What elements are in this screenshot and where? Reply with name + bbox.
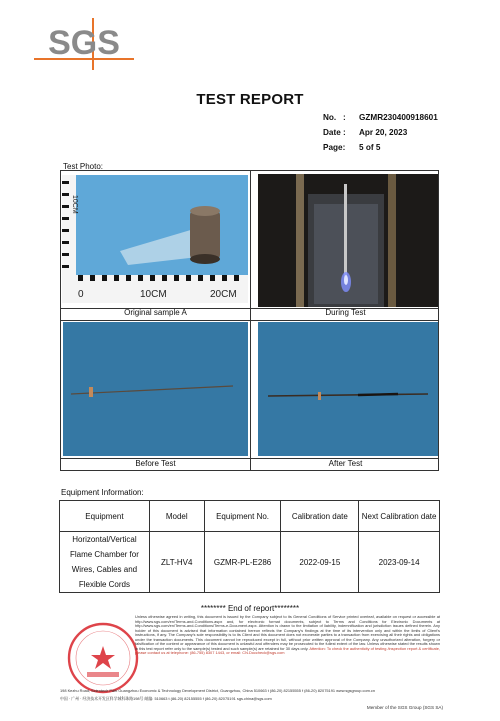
test-photo-label: Test Photo: bbox=[63, 162, 104, 171]
equipment-table bbox=[59, 500, 440, 593]
header-equipment-no: Equipment No. bbox=[204, 501, 281, 532]
table-row bbox=[60, 532, 440, 593]
sgs-logo bbox=[34, 18, 134, 70]
authenticity-notice: Attention: To check the authenticity of testing /inspection report & certificate, please contact us at telephone: (86-755) 8307 1443, or email: CN.Doccheck@sgs.com bbox=[135, 645, 440, 655]
company-seal bbox=[65, 620, 141, 696]
photo-before-test bbox=[63, 322, 248, 456]
report-date: Apr 20, 2023 bbox=[359, 128, 408, 137]
cell-equipment: Horizontal/Vertical Flame Chamber for Wires, Cables and Flexible Cords bbox=[60, 532, 150, 593]
end-of-report: ******** End of report******** bbox=[200, 604, 300, 613]
ruler-label-0: 0 bbox=[78, 289, 84, 300]
address-english: 198 Kezhu Road, Scientech Park Guangzhou Economic & Technology Development District, Guangzhou, China 510663 t (86-20) 82155555 f (86-20) 82075191 www.sgsgroup.com.cn bbox=[60, 688, 376, 693]
header-model: Model bbox=[149, 501, 204, 532]
ruler-label-10: 10CM bbox=[140, 289, 167, 300]
caption-original-sample: Original sample A bbox=[124, 308, 187, 317]
equipment-info-label: Equipment Information: bbox=[61, 488, 144, 497]
header-next-calibration-date: Next Calibration date bbox=[359, 501, 440, 532]
cell-equipment-no: GZMR-PL-E286 bbox=[204, 532, 281, 593]
cell-model: ZLT-HV4 bbox=[149, 532, 204, 593]
address-chinese: 中国 · 广州 · 经济技术开发区科学城科珠路198号 邮编: 510663 t (86-20) 82155555 f (86-20) 82075191 sgs.china@sgs.com bbox=[60, 696, 272, 701]
report-meta bbox=[323, 110, 438, 155]
photo-after-test bbox=[258, 322, 438, 456]
report-title: TEST REPORT bbox=[196, 91, 304, 108]
date-label: Date : bbox=[323, 128, 346, 137]
photo-original-sample bbox=[62, 175, 248, 303]
caption-after-test: After Test bbox=[328, 459, 363, 468]
header-calibration-date: Calibration date bbox=[281, 501, 359, 532]
cell-calibration-date: 2022-09-15 bbox=[281, 532, 359, 593]
caption-before-test: Before Test bbox=[135, 459, 176, 468]
page-number: 5 of 5 bbox=[359, 143, 381, 152]
member-statement: Member of the SGS Group (SGS SA) bbox=[366, 705, 443, 710]
logo-text: SGS bbox=[48, 24, 120, 62]
caption-during-test: During Test bbox=[325, 308, 366, 317]
photo-grid bbox=[60, 170, 439, 471]
page-label: Page: bbox=[323, 143, 346, 152]
terms-fineprint: Unless otherwise agreed in writing, this document is issued by the Company subject to its General Conditions of Service printed overleaf, available on request or accessible at http://www.sgs.com/en/Terms-and-Conditions.aspx and, for electronic format documents, subject to Terms and Conditions for Electronic Documents at http://www.sgs.com/en/Terms-and-Conditions/Terms-e-Document.aspx. Attention is drawn to the limitation of liability, indemnification and jurisdiction issues defined therein. Any holder of this document is advised that information contained hereon reflects the Company's findings at the time of its intervention only and within the limits of Client's instructions, if any. The Company's sole responsibility is to its Client and this document does not exonerate parties to a transaction from exercising all their rights and obligations under the transaction documents. This document cannot be reproduced except in full, without prior written approval of the Company. Any unauthorized alteration, forgery or falsification of the content or appearance of this document is unlawful and offenders may be prosecuted to the fullest extent of the law. Unless otherwise stated the results shown in this test report refer only to the sample(s) tested and such sample(s) are retained for 30 days only. Attention: To check the authenticity of testing /inspection report & certificate, please contact us at telephone: (86-755) 8307 1443, or email: CN.Doccheck@sgs.com bbox=[135, 614, 440, 655]
header-equipment: Equipment bbox=[60, 501, 150, 532]
table-header-row bbox=[60, 501, 440, 532]
ruler-label-20: 20CM bbox=[210, 289, 237, 300]
report-no: GZMR230400918601 bbox=[359, 113, 438, 122]
report-no-label: No. : bbox=[323, 113, 346, 122]
photo-during-test bbox=[258, 174, 438, 307]
cell-next-calibration-date: 2023-09-14 bbox=[359, 532, 440, 593]
ruler-label-vertical: 10CM bbox=[71, 195, 78, 214]
